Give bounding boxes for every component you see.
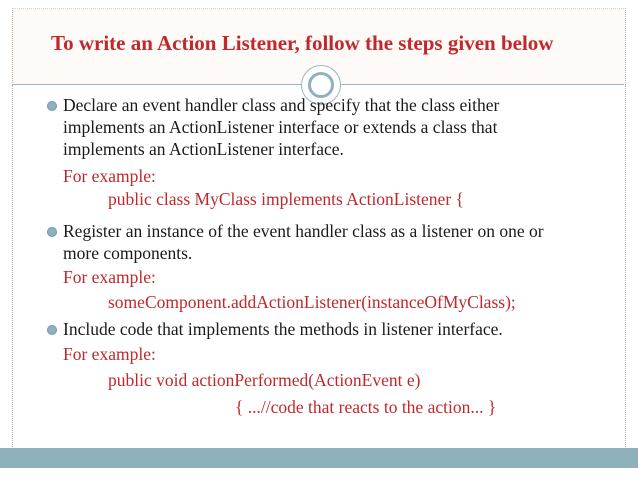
step-3-text	[63, 318, 503, 340]
step-1-line-3: implements an ActionListener interface.	[63, 139, 344, 159]
step-1-code-line-1: public class MyClass implements ActionListener {	[108, 189, 464, 209]
step-3-code-line-2: { ...//code that reacts to the action... }	[235, 397, 497, 417]
step-1-line-2: implements an ActionListener interface or extends a class that	[63, 117, 498, 137]
step-2-example-label: For example:	[63, 267, 156, 287]
step-1-line-1: Declare an event handler class and specify that the class either	[63, 95, 500, 115]
content-area	[12, 85, 626, 447]
bullet-icon	[47, 325, 57, 335]
step-1-text	[63, 94, 499, 160]
step-2-text	[63, 220, 544, 264]
bullet-icon	[47, 101, 57, 111]
step-3-example-label: For example:	[63, 344, 156, 364]
step-3-line-1: Include code that implements the methods in listener interface.	[63, 319, 503, 339]
footer-bar	[0, 448, 638, 468]
step-1-example-label: For example:	[63, 166, 156, 186]
slide-title: To write an Action Listener, follow the steps given below	[51, 31, 554, 55]
step-3-code-line-1: public void actionPerformed(ActionEvent e)	[108, 370, 421, 390]
step-2-line-2: more components.	[63, 243, 193, 263]
bullet-icon	[47, 227, 57, 237]
step-2-code-line-1: someComponent.addActionListener(instanceOfMyClass);	[108, 292, 516, 312]
step-2-line-1: Register an instance of the event handler class as a listener on one or	[63, 221, 544, 241]
